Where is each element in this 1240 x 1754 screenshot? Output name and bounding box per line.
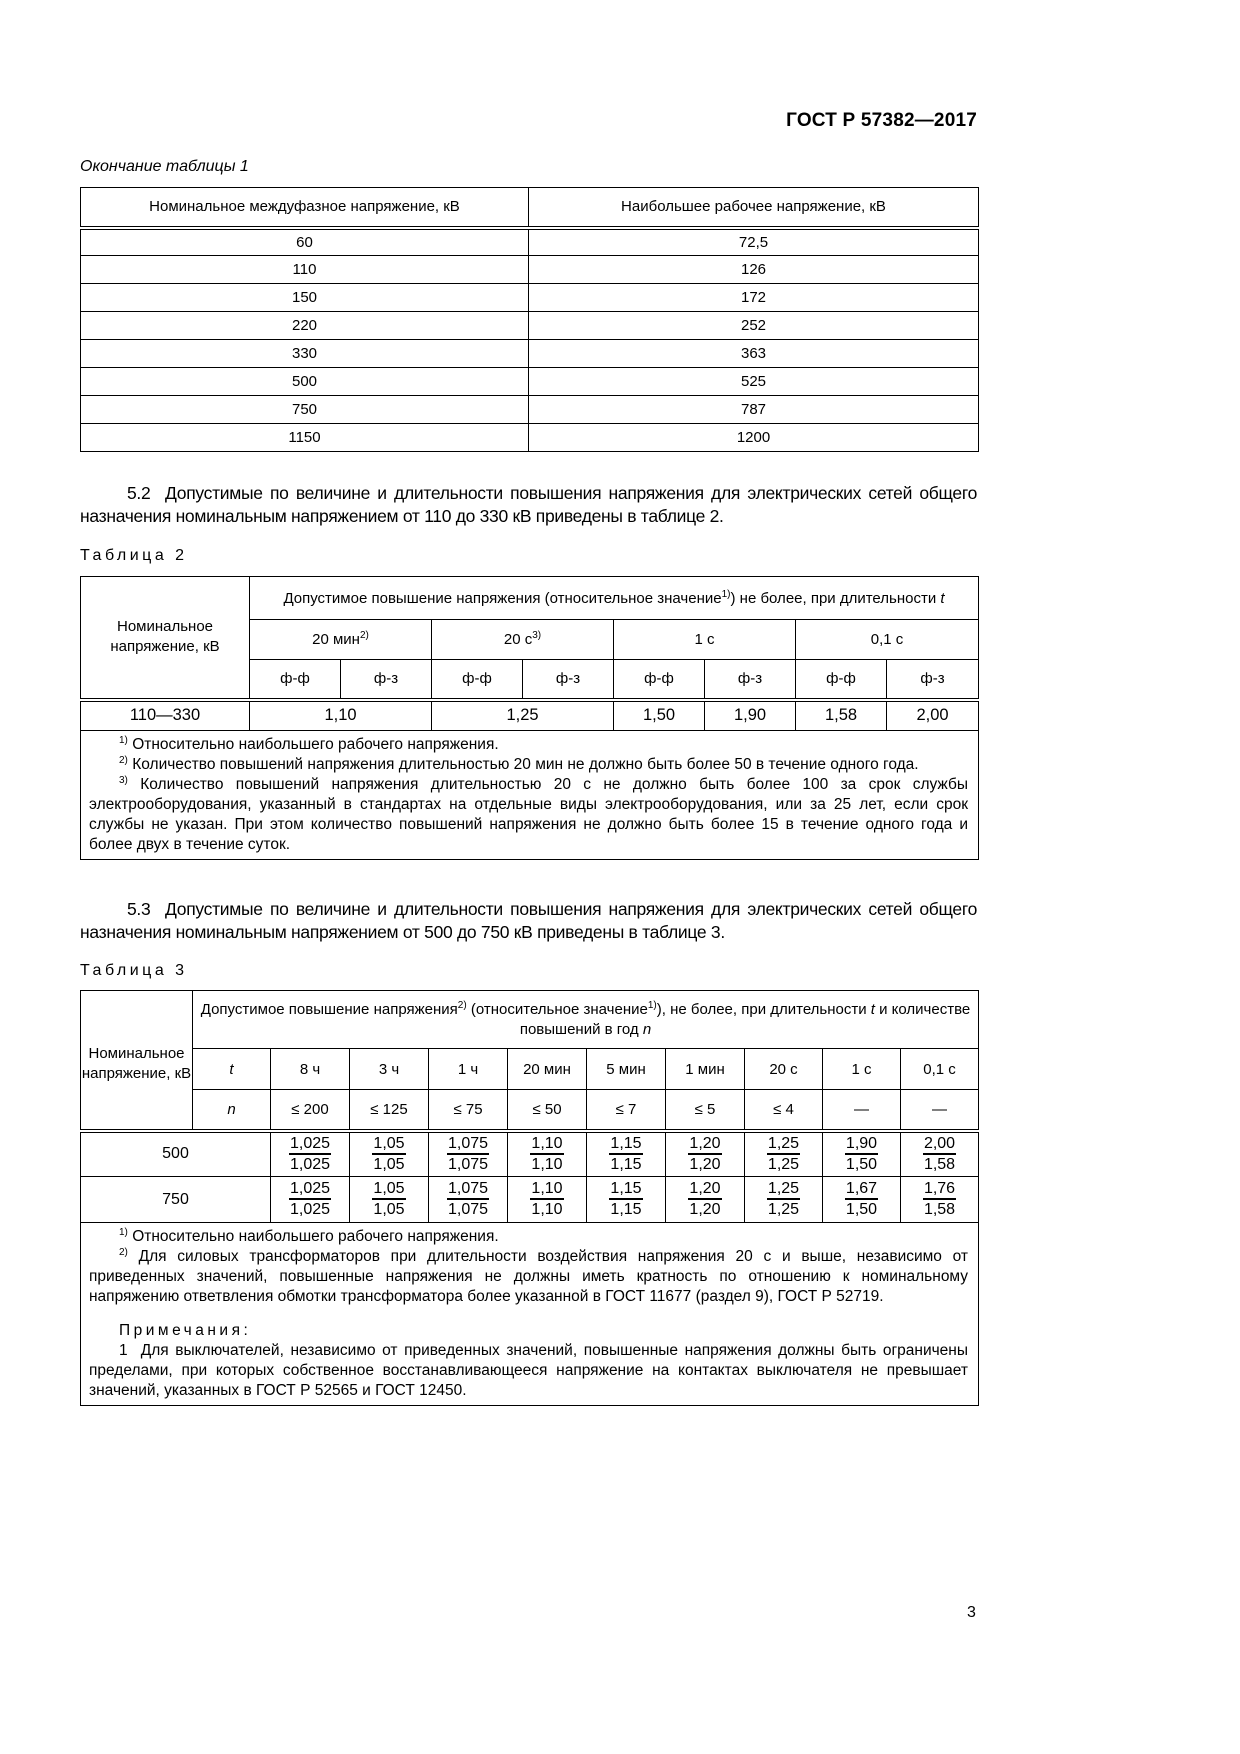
table3-count: ≤ 50 [508,1090,587,1131]
table1-cell: 252 [529,312,979,340]
table3-value: $\frac{1,20}{1,20}$ [666,1177,745,1223]
table3-value: $\frac{1,67}{1,50}$ [823,1177,901,1223]
table3-row-nominal: 500 [81,1131,271,1177]
table1-cell: 172 [529,284,979,312]
table3-notes-title: Примечания: [119,1322,252,1339]
table1-cell: 126 [529,256,979,284]
table2-phase-label: ф-ф [250,660,341,700]
table3-count: ≤ 200 [271,1090,350,1131]
table3-duration: 1 с [823,1049,901,1090]
table3-value: $\frac{1,10}{1,10}$ [508,1131,587,1177]
table3-value: $\frac{1,15}{1,15}$ [587,1131,666,1177]
table2-value: 1,50 [614,700,705,731]
table3-value: $\frac{1,025}{1,025}$ [271,1177,350,1223]
table1-cell: 330 [81,340,529,368]
table3-footnote: $^{1)}$ Относительно наибольшего рабочего напряжения. [119,1227,499,1245]
table3-count: ≤ 75 [429,1090,508,1131]
table3-value: $\frac{1,10}{1,10}$ [508,1177,587,1223]
table3-count: ≤ 7 [587,1090,666,1131]
table3-value: $\frac{1,075}{1,075}$ [429,1131,508,1177]
document-id-header: ГОСТ Р 57382—2017 [786,110,977,131]
table3-duration: 0,1 с [901,1049,979,1090]
table1-cell: 363 [529,340,979,368]
table3-row-750 [81,1177,979,1223]
table3-group-header: Допустимое повышение напряжения$^{2)}$ (относительное значение$^{1)}$), не более, при длительности t и количестве повышений в год n [193,991,979,1049]
table1-cell: 750 [81,396,529,424]
table3-value: $\frac{1,05}{1,05}$ [350,1131,429,1177]
table1-header-nominal: Номинальное междуфазное напряжение, кВ [81,188,529,228]
table3-value: $\frac{1,20}{1,20}$ [666,1131,745,1177]
table2-value: 1,58 [796,700,887,731]
paragraph-5-3 [80,898,977,944]
table2 [80,576,979,860]
table3-value: $\frac{1,075}{1,075}$ [429,1177,508,1223]
table1-cell: 1200 [529,424,979,452]
table3-count: — [901,1090,979,1131]
table3-value: $\frac{1,25}{1,25}$ [745,1177,823,1223]
table1-cell: 787 [529,396,979,424]
table2-duration-1s: 1 с [614,620,796,660]
table1 [80,187,979,452]
table1-cell: 1150 [81,424,529,452]
table2-phase-label: ф-ф [614,660,705,700]
table1-cell: 72,5 [529,228,979,256]
table2-header-nominal: Номинальное напряжение, кВ [81,577,250,700]
paragraph-text: Допустимые по величине и длительности повышения напряжения для электрических сетей общего назначения номинальным напряжением от 500 до 750 кВ приведены в таблице 3. [80,899,977,942]
paragraph-number: 5.3 [127,899,151,919]
table3-footnote: $^{2)}$ Для силовых трансформаторов при длительности воздействия напряжения 20 с и выше, независимо от приведенных значений, повышенные напряжения не должны иметь кратность по отношению к номинальному напряжению ответвления обмотки трансформатора более указанной в ГОСТ 11677 (раздел 9), ГОСТ Р 52719. [89,1247,969,1305]
table3-duration: 20 мин [508,1049,587,1090]
table3-duration: 1 ч [429,1049,508,1090]
table2-phase-label: ф-з [341,660,432,700]
table2-value: 1,25 [432,700,614,731]
paragraph-number: 5.2 [127,483,151,503]
table2-phase-label: ф-ф [796,660,887,700]
table3-count: ≤ 125 [350,1090,429,1131]
table3-duration: 20 с [745,1049,823,1090]
table3-value: $\frac{1,05}{1,05}$ [350,1177,429,1223]
table3-count: — [823,1090,901,1131]
table1-caption: Окончание таблицы 1 [80,158,249,175]
table2-value: 1,10 [250,700,432,731]
table3-footnotes [81,1223,979,1406]
table3-duration: 1 мин [666,1049,745,1090]
table2-duration-20s: 20 $с^{3)}$ [432,620,614,660]
table2-value: 1,90 [705,700,796,731]
table3-header-nominal: Номинальное напряжение, кВ [81,991,193,1131]
table2-duration-20min: 20 мин$^{2)}$ [250,620,432,660]
table2-group-header: Допустимое повышение напряжения (относительное значение$^{1)}$) не более, при длительности t [250,577,979,620]
table3-caption: Таблица 3 [80,962,188,979]
table3-row-nominal: 750 [81,1177,271,1223]
table2-caption: Таблица 2 [80,547,188,564]
table1-cell: 525 [529,368,979,396]
table3-value: $\frac{1,15}{1,15}$ [587,1177,666,1223]
table2-phase-label: ф-з [705,660,796,700]
table3-count: ≤ 5 [666,1090,745,1131]
table3-n-label: n [193,1090,271,1131]
table1-header-max: Наибольшее рабочее напряжение, кВ [529,188,979,228]
table3-value: $\frac{1,25}{1,25}$ [745,1131,823,1177]
paragraph-5-2 [80,482,977,528]
table2-footnote: $^{3)}$ Количество повышений напряжения длительностью 20 с не должно быть более 100 за срок службы электрооборудования, указанный в стандартах на отдельные виды электрооборудования, или за 25 лет, если срок службы не указан. При этом количество повышений напряжения не должно быть более 15 в течение одного года и более двух в течение суток. [89,775,968,853]
table3-duration: 8 ч [271,1049,350,1090]
table3-duration: 5 мин [587,1049,666,1090]
table2-phase-label: ф-з [523,660,614,700]
table2-value: 2,00 [887,700,979,731]
table1-cell: 60 [81,228,529,256]
table1-cell: 500 [81,368,529,396]
table2-footnote: $^{2)}$ Количество повышений напряжения длительностью 20 мин не должно быть более 50 в течение одного года. [119,755,919,773]
table3-value: $\frac{2,00}{1,58}$ [901,1131,979,1177]
table3-value: $\frac{1,76}{1,58}$ [901,1177,979,1223]
table1-cell: 150 [81,284,529,312]
table3-value: $\frac{1,025}{1,025}$ [271,1131,350,1177]
paragraph-text: Допустимые по величине и длительности повышения напряжения для электрических сетей общего назначения номинальным напряжением от 110 до 330 кВ приведены в таблице 2. [80,483,977,526]
table2-phase-label: ф-з [887,660,979,700]
table3-value: $\frac{1,90}{1,50}$ [823,1131,901,1177]
table2-row-nominal: 110—330 [81,700,250,731]
table3-count: ≤ 4 [745,1090,823,1131]
table3-note: 1 Для выключателей, независимо от приведенных значений, повышенные напряжения должны быть ограничены пределами, при которых собственное восстанавливающееся напряжение на контактах выключателя не превышает значений, указанных в ГОСТ Р 52565 и ГОСТ 12450. [89,1342,969,1399]
table3 [80,990,979,1406]
table2-phase-label: ф-ф [432,660,523,700]
table2-footnote: $^{1)}$ Относительно наибольшего рабочего напряжения. [119,735,499,753]
page-number: 3 [967,1604,976,1621]
table1-cell: 220 [81,312,529,340]
table3-duration: 3 ч [350,1049,429,1090]
table2-footnotes [81,731,979,860]
table3-row-500 [81,1131,979,1177]
table2-duration-0-1s: 0,1 с [796,620,979,660]
table1-cell: 110 [81,256,529,284]
table3-t-label: t [193,1049,271,1090]
